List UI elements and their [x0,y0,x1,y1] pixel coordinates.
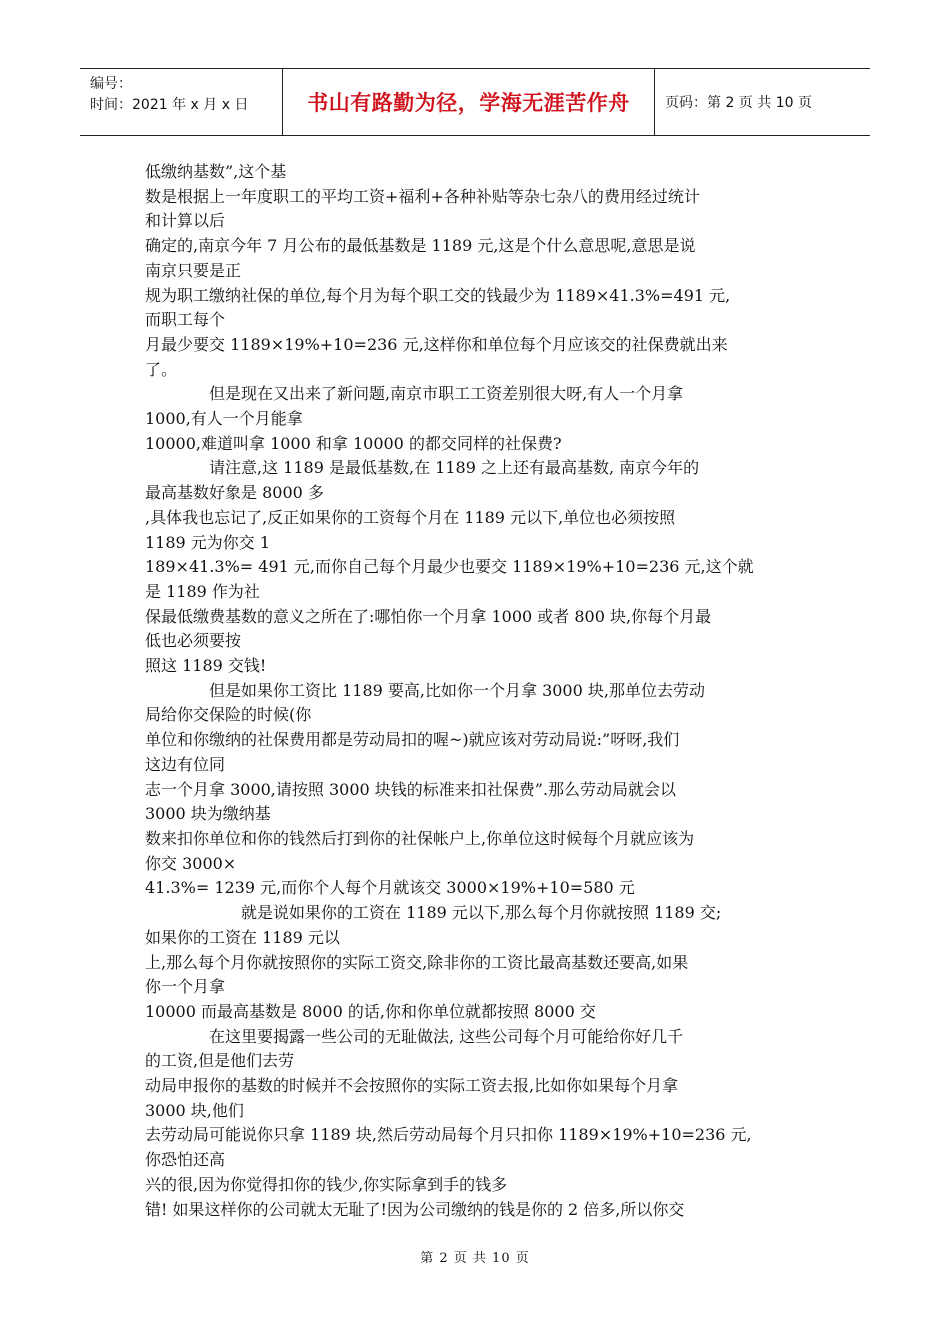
header-page-info: 页码：第 2 页 共 10 页 [665,95,812,111]
body-line: 保最低缴费基数的意义之所在了:哪怕你一个月拿 1000 或者 800 块,你每个月最 [145,606,712,626]
body-line: 兴的很,因为你觉得扣你的钱少,你实际拿到手的钱多 [145,1174,508,1194]
page-footer: 第 2 页 共 10 页 [420,1251,530,1266]
body-line: 189×41.3%= 491 元,而你自己每个月最少也要交 1189×19%+10=236 元,这个就 [145,557,754,577]
body-line: 请注意,这 1189 是最低基数,在 1189 之上还有最高基数, 南京今年的 [209,458,700,478]
body-line: 最高基数好象是 8000 多 [145,483,324,503]
body-line: 数是根据上一年度职工的平均工资+福利+各种补贴等杂七杂八的费用经过统计 [145,186,700,206]
body-line: 这边有位同 [145,754,226,774]
body-line: 低也必须要按 [145,631,242,651]
body-line: 数来扣你单位和你的钱然后打到你的社保帐户上,你单位这时候每个月就应该为 [145,828,695,848]
body-line: 确定的,南京今年 7 月公布的最低基数是 1189 元,这是个什么意思呢,意思是说 [145,236,696,256]
body-line: 而职工每个 [145,310,226,330]
document-body [145,160,810,1222]
header-info-cell [80,69,283,135]
document-number-label: 编号： [90,76,132,92]
body-line: 低缴纳基数”,这个基 [145,162,287,181]
body-line: 了。 [145,359,178,379]
body-line: 在这里要揭露一些公司的无耻做法, 这些公司每个月可能给你好几千 [209,1026,684,1046]
body-line: 你一个月拿 [145,977,226,997]
body-line: 但是如果你工资比 1189 要高,比如你一个月拿 3000 块,那单位去劳动 [209,680,705,700]
body-line: 月最少要交 1189×19%+10=236 元,这样你和单位每个月应该交的社保费就出来 [145,334,728,354]
document-date: 时间：2021 年 x 月 x 日 [90,97,249,113]
body-line: 1000,有人一个月能拿 [145,409,303,429]
body-line: 10000 而最高基数是 8000 的话,你和你单位就都按照 8000 交 [145,1001,596,1021]
body-line: 如果你的工资在 1189 元以 [145,927,340,947]
body-line: 就是说如果你的工资在 1189 元以下,那么每个月你就按照 1189 交; [241,903,722,923]
header-motto-cell [283,69,655,135]
body-line: 10000,难道叫拿 1000 和拿 10000 的都交同样的社保费? [145,433,562,453]
body-line: 你恐怕还高 [145,1150,226,1170]
body-line: 你交 3000× [145,853,237,873]
body-line: 但是现在又出来了新问题,南京市职工工资差别很大呀,有人一个月拿 [209,384,684,404]
body-line: 1189 元为你交 1 [145,532,271,552]
body-line: 41.3%= 1239 元,而你个人每个月就该交 3000×19%+10=580 元 [145,878,635,898]
header-motto: 书山有路勤为径，学海无涯苦作舟 [307,91,630,115]
body-line: 单位和你缴纳的社保费用都是劳动局扣的喔~)就应该对劳动局说:”呀呀,我们 [145,730,680,750]
body-line: 南京只要是正 [145,260,242,280]
body-line: 3000 块,他们 [145,1100,244,1120]
body-line: 上,那么每个月你就按照你的实际工资交,除非你的工资比最高基数还要高,如果 [145,952,689,972]
body-line: ,具体我也忘记了,反正如果你的工资每个月在 1189 元以下,单位也必须按照 [145,507,676,527]
page-header [80,68,870,136]
body-line: 错! 如果这样你的公司就太无耻了!因为公司缴纳的钱是你的 2 倍多,所以你交 [145,1199,685,1219]
body-line: 局给你交保险的时候(你 [145,705,312,725]
body-line: 照这 1189 交钱! [145,656,267,676]
body-line: 规为职工缴纳社保的单位,每个月为每个职工交的钱最少为 1189×41.3%=491 元, [145,285,731,305]
body-line: 志一个月拿 3000,请按照 3000 块钱的标准来扣社保费”.那么劳动局就会以 [145,779,677,799]
body-line: 和计算以后 [145,211,226,231]
body-line: 去劳动局可能说你只拿 1189 块,然后劳动局每个月只扣你 1189×19%+10=236 元, [145,1125,752,1145]
body-line: 3000 块为缴纳基 [145,804,271,824]
header-page-cell [655,69,870,135]
body-line: 的工资,但是他们去劳 [145,1051,295,1071]
body-line: 动局申报你的基数的时候并不会按照你的实际工资去报,比如你如果每个月拿 [145,1076,679,1096]
body-line: 是 1189 作为社 [145,581,260,601]
